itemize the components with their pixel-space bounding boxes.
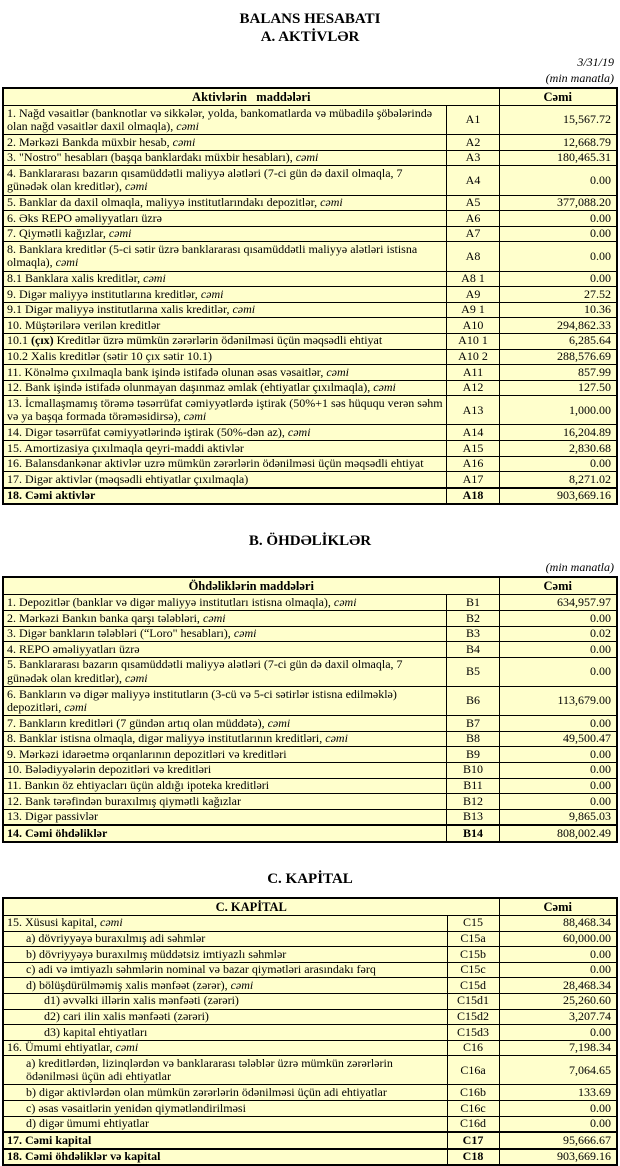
row-value: 127.50: [499, 380, 617, 396]
row-code: B8: [447, 731, 499, 747]
row-code: C15: [447, 915, 499, 931]
row-label: 2. Mərkəzi Bankın banka qarşı tələbləri, cəmi: [3, 611, 447, 627]
row-value: 180,465.31: [499, 150, 617, 166]
table-row: [3, 1025, 617, 1041]
row-label: a) dövriyyəyə buraxılmış adi səhmlər: [3, 931, 447, 947]
row-value: 0.00: [499, 1101, 617, 1117]
row-value: 0.00: [499, 657, 617, 686]
table-row: [3, 396, 617, 425]
assets-table-header-row: [3, 88, 617, 106]
table-row: [3, 271, 617, 287]
row-label: 17. Cəmi kapital: [3, 1132, 447, 1149]
table-row: [3, 135, 617, 151]
row-label: 13. Digər passivlər: [3, 809, 447, 825]
capital-table: [2, 897, 618, 1166]
row-code: A10: [447, 318, 499, 334]
row-label: d2) cari ilin xalis mənfəəti (zərəri): [3, 1009, 447, 1025]
row-value: 2,830.68: [499, 441, 617, 457]
row-code: C15d1: [447, 993, 499, 1009]
row-label: 13. İcmallaşmamış törəmə təsərrüfat cəmiyyətlərdə iştirak (50%+1 səs hüququ verən səhm və ya başqa formada törəməsidirsə), cəmi: [3, 396, 447, 425]
row-code: A1: [447, 106, 499, 135]
table-row: [3, 595, 617, 611]
liabilities-table-header-row: [3, 577, 617, 595]
table-row: [3, 195, 617, 211]
row-code: A11: [447, 365, 499, 381]
liabilities-header-label: Öhdəliklərin maddələri: [3, 577, 499, 595]
row-label: d) bölüşdürülməmiş xalis mənfəət (zərər), cəmi: [3, 978, 447, 994]
row-label: 1. Depozitlər (banklar və digər maliyyə institutları istisna olmaqla), cəmi: [3, 595, 447, 611]
row-code: C16a: [447, 1056, 499, 1085]
row-value: 60,000.00: [499, 931, 617, 947]
row-label: c) adi və imtiyazlı səhmlərin nominal və bazar qiymətləri arasındakı fərq: [3, 962, 447, 978]
table-row: [3, 915, 617, 931]
table-row: [3, 626, 617, 642]
row-code: A9 1: [447, 302, 499, 318]
table-row: [3, 931, 617, 947]
unit-note-liabilities: (min manatla): [545, 560, 614, 575]
table-row: [3, 472, 617, 488]
row-code: A10 1: [447, 333, 499, 349]
table-row: [3, 716, 617, 732]
row-code: C18: [447, 1149, 499, 1166]
row-label: 10. Bələdiyyələrin depozitləri və kreditləri: [3, 762, 447, 778]
row-value: 16,204.89: [499, 425, 617, 441]
table-row: [3, 611, 617, 627]
row-value: 288,576.69: [499, 349, 617, 365]
row-code: A6: [447, 211, 499, 227]
row-label: 18. Cəmi aktivlər: [3, 488, 447, 505]
row-label: 8.1 Banklara xalis kreditlər, cəmi: [3, 271, 447, 287]
row-value: 0.00: [499, 166, 617, 195]
row-label: 1. Nağd vəsaitlər (banknotlar və sikkələr, yolda, bankomatlarda və mübadilə şöbələrində olan nağd vəsaitlər daxil olmaqla), cəmi: [3, 106, 447, 135]
row-code: B5: [447, 657, 499, 686]
table-row: [3, 809, 617, 825]
table-row: [3, 731, 617, 747]
row-value: 0.00: [499, 642, 617, 658]
row-label: 12. Bank işində istifadə olunmayan daşınmaz əmlak (ehtiyatlar çıxılmaqla), cəmi: [3, 380, 447, 396]
row-label: 8. Banklar istisna olmaqla, digər maliyyə institutlarının kreditləri, cəmi: [3, 731, 447, 747]
row-value: 10.36: [499, 302, 617, 318]
row-value: 9,865.03: [499, 809, 617, 825]
row-code: C15c: [447, 962, 499, 978]
row-label: 15. Xüsusi kapital, cəmi: [3, 915, 447, 931]
row-label: a) kreditlərdən, lizinqlərdən və banklararası tələblər üzrə mümkün zərərlərin ödənilməsi üçün adi ehtiyatlar: [3, 1056, 447, 1085]
row-value: 377,088.20: [499, 195, 617, 211]
row-label: b) digər aktivlərdən olan mümkün zərərlərin ödənilməsi üçün adi ehtiyatlar: [3, 1085, 447, 1101]
row-label: 5. Banklar da daxil olmaqla, maliyyə institutlarındakı depozitlər, cəmi: [3, 195, 447, 211]
row-code: B10: [447, 762, 499, 778]
row-value: 3,207.74: [499, 1009, 617, 1025]
row-value: 7,198.34: [499, 1040, 617, 1056]
row-code: B7: [447, 716, 499, 732]
row-value: 113,679.00: [499, 687, 617, 716]
row-code: A8: [447, 242, 499, 271]
row-code: A7: [447, 226, 499, 242]
row-code: C15b: [447, 947, 499, 963]
row-value: 0.02: [499, 626, 617, 642]
row-code: A4: [447, 166, 499, 195]
table-row: [3, 747, 617, 763]
row-value: 0.00: [499, 1025, 617, 1041]
row-value: 0.00: [499, 747, 617, 763]
table-row: [3, 1056, 617, 1085]
liabilities-header-total: Cəmi: [499, 577, 617, 595]
row-label: 11. Könəlmə çıxılmaqla bank işində istifadə olunan əsas vəsaitlər, cəmi: [3, 365, 447, 381]
assets-header-total: Cəmi: [499, 88, 617, 106]
table-row: [3, 825, 617, 842]
row-code: A14: [447, 425, 499, 441]
row-value: 12,668.79: [499, 135, 617, 151]
row-value: 0.00: [499, 271, 617, 287]
row-code: A9: [447, 287, 499, 303]
row-label: 9. Mərkəzi idarəetmə orqanlarının depozitləri və kreditləri: [3, 747, 447, 763]
row-value: 6,285.64: [499, 333, 617, 349]
table-row: [3, 762, 617, 778]
table-row: [3, 150, 617, 166]
row-label: 4. REPO əməliyyatları üzrə: [3, 642, 447, 658]
table-row: [3, 441, 617, 457]
capital-header-label: C. KAPİTAL: [3, 898, 499, 916]
row-label: 10. Müştərilərə verilən kreditlər: [3, 318, 447, 334]
table-row: [3, 993, 617, 1009]
table-row: [3, 302, 617, 318]
table-row: [3, 242, 617, 271]
row-label: 14. Cəmi öhdəliklər: [3, 825, 447, 842]
table-row: [3, 1009, 617, 1025]
table-row: [3, 794, 617, 810]
row-value: 903,669.16: [499, 488, 617, 505]
row-value: 0.00: [499, 716, 617, 732]
row-value: 8,271.02: [499, 472, 617, 488]
row-label: 2. Mərkəzi Bankda müxbir hesab, cəmi: [3, 135, 447, 151]
capital-table-header-row: [3, 898, 617, 916]
row-label: 10.1 (çıx) Kreditlər üzrə mümkün zərərlərin ödənilməsi üçün məqsədli ehtiyat: [3, 333, 447, 349]
row-label: 3. Digər bankların tələbləri (“Loro" hesabları), cəmi: [3, 626, 447, 642]
row-label: 16. Balansdankənar aktivlər uzrə mümkün zərərlərin ödənilməsi üçün məqsədli ehtiyat: [3, 456, 447, 472]
section-b-heading: B. ÖHDƏLİKLƏR: [248, 533, 372, 550]
row-label: 14. Digər təsərrüfat cəmiyyətlərində iştirak (50%-dən az), cəmi: [3, 425, 447, 441]
row-value: 634,957.97: [499, 595, 617, 611]
row-label: d1) əvvəlki illərin xalis mənfəəti (zərəri): [3, 993, 447, 1009]
row-code: B3: [447, 626, 499, 642]
table-row: [3, 778, 617, 794]
row-label: d3) kapital ehtiyatları: [3, 1025, 447, 1041]
row-code: B6: [447, 687, 499, 716]
row-value: 903,669.16: [499, 1149, 617, 1166]
row-value: 294,862.33: [499, 318, 617, 334]
row-value: 88,468.34: [499, 915, 617, 931]
row-code: A8 1: [447, 271, 499, 287]
row-code: A12: [447, 380, 499, 396]
row-code: A3: [447, 150, 499, 166]
row-value: 808,002.49: [499, 825, 617, 842]
table-row: [3, 106, 617, 135]
row-code: C16c: [447, 1101, 499, 1117]
row-code: B1: [447, 595, 499, 611]
table-row: [3, 380, 617, 396]
row-value: 0.00: [499, 211, 617, 227]
row-label: 10.2 Xalis kreditlər (sətir 10 çıx sətir 10.1): [3, 349, 447, 365]
row-value: 0.00: [499, 456, 617, 472]
row-value: 1,000.00: [499, 396, 617, 425]
table-row: [3, 166, 617, 195]
row-value: 0.00: [499, 794, 617, 810]
table-row: [3, 1040, 617, 1056]
row-label: 18. Cəmi öhdəliklər və kapital: [3, 1149, 447, 1166]
table-row: [3, 1101, 617, 1117]
row-label: 9. Digər maliyyə institutlarına kreditlər, cəmi: [3, 287, 447, 303]
row-value: 0.00: [499, 778, 617, 794]
row-value: 28,468.34: [499, 978, 617, 994]
row-code: B2: [447, 611, 499, 627]
section-c-heading: C. KAPİTAL: [267, 870, 353, 887]
table-row: [3, 456, 617, 472]
table-row: [3, 318, 617, 334]
liabilities-table: [2, 576, 618, 843]
row-code: B11: [447, 778, 499, 794]
table-row: [3, 425, 617, 441]
row-value: 15,567.72: [499, 106, 617, 135]
row-label: 6. Bankların və digər maliyyə institutların (3-cü və 5-ci sətirlər istisna edilməklə) depozitləri, cəmi: [3, 687, 447, 716]
table-row: [3, 365, 617, 381]
row-code: C15d: [447, 978, 499, 994]
table-row: [3, 1149, 617, 1166]
row-label: 12. Bank tərəfindən buraxılmış qiymətli kağızlar: [3, 794, 447, 810]
row-label: 16. Ümumi ehtiyatlar, cəmi: [3, 1040, 447, 1056]
table-row: [3, 211, 617, 227]
table-row: [3, 349, 617, 365]
row-code: C17: [447, 1132, 499, 1149]
row-code: A5: [447, 195, 499, 211]
row-code: A18: [447, 488, 499, 505]
row-code: C16d: [447, 1116, 499, 1132]
unit-note-assets: (min manatla): [545, 71, 614, 85]
table-row: [3, 287, 617, 303]
table-row: [3, 488, 617, 505]
section-a-heading: A. AKTİVLƏR: [260, 29, 360, 45]
row-label: d) digər ümumi ehtiyatlar: [3, 1116, 447, 1132]
table-row: [3, 1132, 617, 1149]
row-code: A17: [447, 472, 499, 488]
document-title: [2, 0, 618, 46]
table-row: [3, 657, 617, 686]
assets-header-label: Aktivlərin maddələri: [3, 88, 499, 106]
row-value: 0.00: [499, 762, 617, 778]
row-label: 7. Qiymətli kağızlar, cəmi: [3, 226, 447, 242]
capital-header-total: Cəmi: [499, 898, 617, 916]
row-code: C16b: [447, 1085, 499, 1101]
table-row: [3, 1116, 617, 1132]
table-row: [3, 947, 617, 963]
row-value: 133.69: [499, 1085, 617, 1101]
row-code: B9: [447, 747, 499, 763]
row-value: 25,260.60: [499, 993, 617, 1009]
row-value: 0.00: [499, 962, 617, 978]
row-value: 7,064.65: [499, 1056, 617, 1085]
row-label: 8. Banklara kreditlər (5-ci sətir üzrə banklararası qısamüddətli maliyyə alətləri istisna olmaqla), cəmi: [3, 242, 447, 271]
row-label: 6. Əks REPO əməliyyatları üzrə: [3, 211, 447, 227]
row-value: 95,666.67: [499, 1132, 617, 1149]
row-value: 49,500.47: [499, 731, 617, 747]
row-code: B4: [447, 642, 499, 658]
row-label: 4. Banklararası bazarın qısamüddətli maliyyə alətləri (7-ci gün də daxil olmaqla, 7 günədək olan kreditlər), cəmi: [3, 166, 447, 195]
row-label: 15. Amortizasiya çıxılmaqla qeyri-maddi aktivlər: [3, 441, 447, 457]
row-label: 7. Bankların kreditləri (7 gündən artıq olan müddətə), cəmi: [3, 716, 447, 732]
row-code: A16: [447, 456, 499, 472]
row-code: A13: [447, 396, 499, 425]
row-code: B13: [447, 809, 499, 825]
row-label: 17. Digər aktivlər (məqsədli ehtiyatlar çıxılmaqla): [3, 472, 447, 488]
row-label: 11. Bankın öz ehtiyacları üçün aldığı ipoteka kreditləri: [3, 778, 447, 794]
table-row: [3, 333, 617, 349]
row-label: 5. Banklararası bazarın qısamüddətli maliyyə alətləri (7-ci gün də daxil olmaqla, 7 günədək olan kreditlər), cəmi: [3, 657, 447, 686]
assets-table: [2, 87, 618, 505]
report-date: 3/31/19: [577, 55, 614, 69]
row-code: C15d3: [447, 1025, 499, 1041]
row-value: 857.99: [499, 365, 617, 381]
row-label: b) dövriyyəyə buraxılmış müddətsiz imtiyazlı səhmlər: [3, 947, 447, 963]
row-value: 27.52: [499, 287, 617, 303]
row-label: 3. "Nostro" hesabları (başqa banklardakı müxbir hesabları), cəmi: [3, 150, 447, 166]
row-code: A10 2: [447, 349, 499, 365]
row-code: A2: [447, 135, 499, 151]
row-value: 0.00: [499, 226, 617, 242]
row-value: 0.00: [499, 242, 617, 271]
row-value: 0.00: [499, 611, 617, 627]
table-row: [3, 962, 617, 978]
row-code: A15: [447, 441, 499, 457]
row-code: C16: [447, 1040, 499, 1056]
row-code: B12: [447, 794, 499, 810]
table-row: [3, 978, 617, 994]
row-code: C15a: [447, 931, 499, 947]
row-code: C15d2: [447, 1009, 499, 1025]
table-row: [3, 642, 617, 658]
table-row: [3, 1085, 617, 1101]
document-title-line1: BALANS HESABATI: [239, 11, 381, 27]
row-value: 0.00: [499, 1116, 617, 1132]
row-label: 9.1 Digər maliyyə institutlarına xalis kreditlər, cəmi: [3, 302, 447, 318]
table-row: [3, 687, 617, 716]
table-row: [3, 226, 617, 242]
row-label: c) əsas vəsaitlərin yenidən qiymətləndirilməsi: [3, 1101, 447, 1117]
row-value: 0.00: [499, 947, 617, 963]
row-code: B14: [447, 825, 499, 842]
